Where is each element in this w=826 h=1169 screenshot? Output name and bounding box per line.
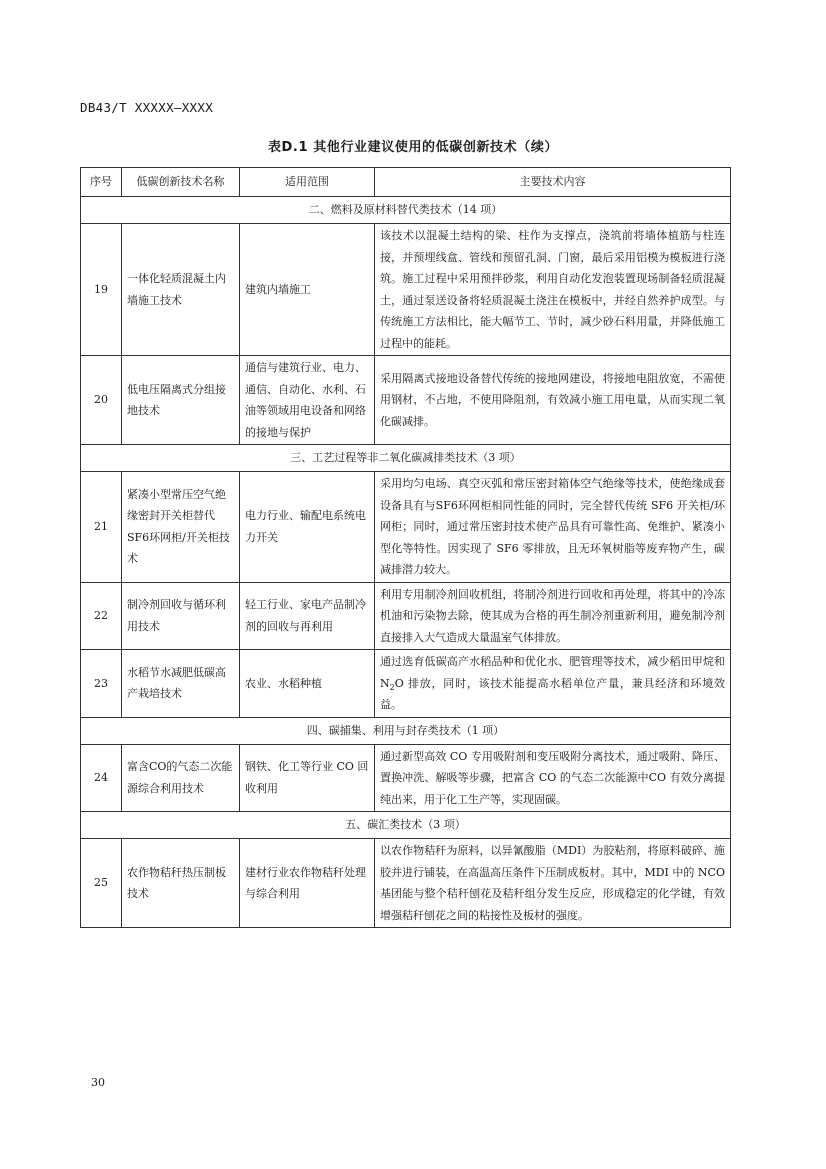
application-scope: 钢铁、化工等行业 CO 回收利用: [240, 744, 375, 812]
row-number: 21: [81, 472, 122, 583]
technology-content: 以农作物秸秆为原料，以异氰酸脂（MDI）为胶粘剂，将原料破碎、施胶并进行铺装，在高温高压条件下压制成板材。其中，MDI 中的 NCO 基团能与整个秸秆刨花及秸秆组分发生反应，形成稳定的化学键，有效增强秸秆刨花之间的粘接性及板材的强度。: [375, 839, 731, 928]
row-number: 22: [81, 582, 122, 650]
table-row: [81, 839, 731, 928]
row-number: 23: [81, 650, 122, 718]
table-row: [81, 224, 731, 356]
technology-content: [375, 650, 731, 718]
application-scope: 轻工行业、家电产品制冷剂的回收与再利用: [240, 582, 375, 650]
subscript-2: 2: [389, 682, 395, 692]
section-title: 四、碳捕集、利用与封存类技术（1 项）: [81, 717, 731, 744]
technology-table: [80, 167, 731, 928]
section-title: 五、碳汇类技术（3 项）: [81, 812, 731, 839]
section-row: [81, 812, 731, 839]
row-number: 20: [81, 356, 122, 445]
application-scope: 电力行业、输配电系统电力开关: [240, 472, 375, 583]
technology-name: 农作物秸秆热压制板技术: [122, 839, 240, 928]
section-row: [81, 445, 731, 472]
section-title: 三、工艺过程等非二氧化碳减排类技术（3 项）: [81, 445, 731, 472]
section-row: [81, 197, 731, 224]
technology-name: 紧凑小型常压空气绝缘密封开关柜替代SF6环网柜/开关柜技术: [122, 472, 240, 583]
technology-content: 采用均匀电场、真空灭弧和常压密封箱体空气绝缘等技术，使绝缘成套设备具有与SF6环网柜相同性能的同时，完全替代传统 SF6 开关柜/环网柜；同时，通过常压密封技术使产品具有可靠性高、免维护、紧凑小型化等特性。因实现了 SF6 零排放，且无环氧树脂等废弃物产生，碳减排潜力较大。: [375, 472, 731, 583]
technology-name: 低电压隔离式分组接地技术: [122, 356, 240, 445]
table-row: [81, 650, 731, 718]
table-header-row: [81, 168, 731, 197]
technology-name: 制冷剂回收与循环利用技术: [122, 582, 240, 650]
application-scope: 建材行业农作物秸秆处理与综合利用: [240, 839, 375, 928]
row-number: 25: [81, 839, 122, 928]
technology-content: 该技术以混凝土结构的梁、柱作为支撑点，浇筑前将墙体植筋与柱连接，并预埋线盒、管线和预留孔洞、门窗，最后采用铝模为模板进行浇筑。施工过程中采用预拌砂浆，利用自动化发泡装置现场制备轻质混凝土，通过泵送设备将轻质混凝土浇注在模板中，并经自然养护成型。与传统施工方法相比，能大幅节工、节时，减少砂石料用量，并降低施工过程中的能耗。: [375, 224, 731, 356]
technology-name: 富含CO的气态二次能源综合利用技术: [122, 744, 240, 812]
application-scope: 建筑内墙施工: [240, 224, 375, 356]
section-row: [81, 717, 731, 744]
application-scope: 通信与建筑行业、电力、通信、自动化、水利、石油等领域用电设备和网络的接地与保护: [240, 356, 375, 445]
table-row: [81, 472, 731, 583]
column-header-name: 低碳创新技术名称: [122, 168, 240, 197]
technology-content: 利用专用制冷剂回收机组，将制冷剂进行回收和再处理，将其中的冷冻机油和污染物去除，使其成为合格的再生制冷剂重新利用，避免制冷剂直接排入大气造成大量温室气体排放。: [375, 582, 731, 650]
technology-name: 一体化轻质混凝土内墙施工技术: [122, 224, 240, 356]
technology-name: 水稻节水减肥低碳高产栽培技术: [122, 650, 240, 718]
technology-content: 通过新型高效 CO 专用吸附剂和变压吸附分离技术，通过吸附、降压、置换冲洗、解吸等步骤，把富含 CO 的气态二次能源中CO 有效分离提纯出来，用于化工生产等，实现固碳。: [375, 744, 731, 812]
table-title: 表D.1 其他行业建议使用的低碳创新技术（续）: [267, 140, 559, 155]
page-number: 30: [91, 1076, 105, 1089]
content-text: 通过选育低碳高产水稻品种和优化水、肥管理等技术，减少稻田甲烷和 N: [380, 655, 725, 690]
column-header-content: 主要技术内容: [375, 168, 731, 197]
document-code: DB43/T XXXXX—XXXX: [80, 100, 214, 115]
table-row: [81, 582, 731, 650]
table-row: [81, 744, 731, 812]
column-header-scope: 适用范围: [240, 168, 375, 197]
application-scope: 农业、水稻种植: [240, 650, 375, 718]
table-row: [81, 356, 731, 445]
technology-content: 采用隔离式接地设备替代传统的接地网建设，将接地电阻放宽，不需使用钢材，不占地，不使用降阻剂，有效减小施工用电量，从而实现二氧化碳减排。: [375, 356, 731, 445]
section-title: 二、燃料及原材料替代类技术（14 项）: [81, 197, 731, 224]
row-number: 24: [81, 744, 122, 812]
column-header-no: 序号: [81, 168, 122, 197]
content-text: O 排放，同时，该技术能提高水稻单位产量，兼具经济和环境效益。: [380, 676, 725, 711]
row-number: 19: [81, 224, 122, 356]
